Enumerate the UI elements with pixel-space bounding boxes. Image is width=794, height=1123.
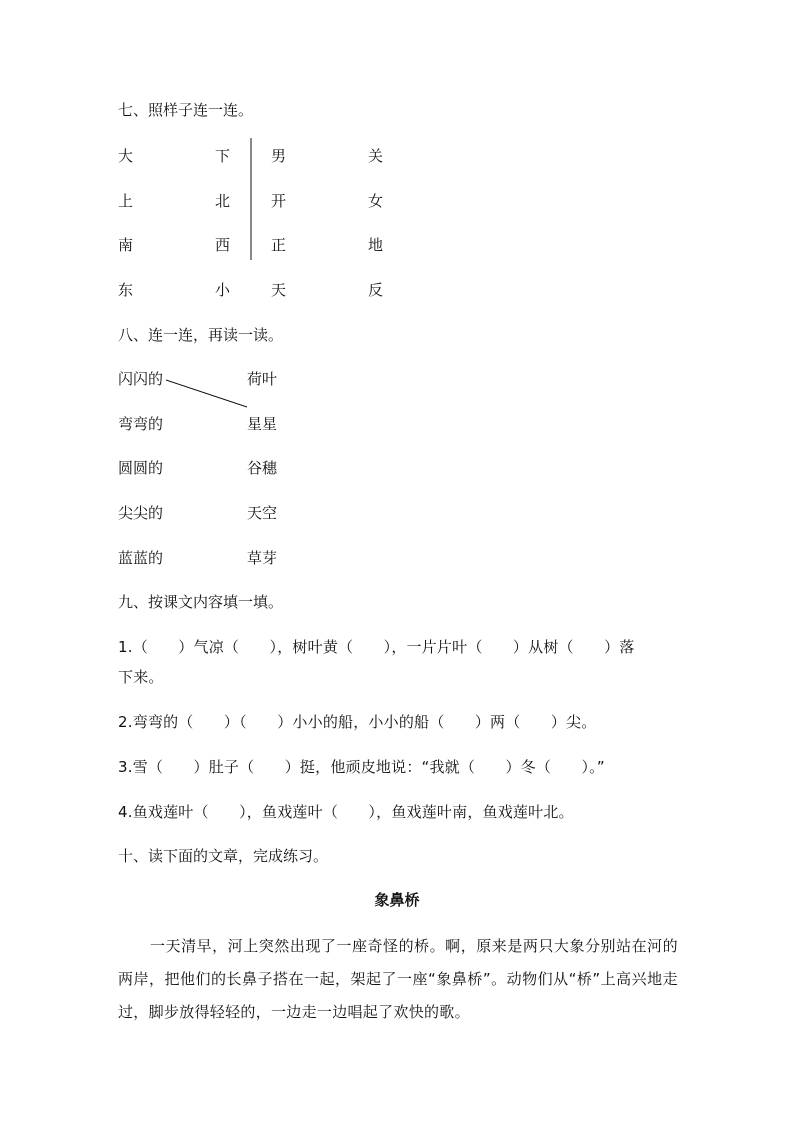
phrase-right: 星星	[247, 415, 278, 433]
match-cell: 反	[368, 281, 384, 299]
phrase-left: 圆圆的	[118, 459, 164, 477]
phrase-right: 荷叶	[247, 370, 278, 388]
fill-question-1: 1.（ ）气凉（ ），树叶黄（ ），一片片叶（ ）从树（ ）落	[118, 638, 635, 656]
match-cell: 天	[271, 281, 287, 299]
phrase-left: 蓝蓝的	[118, 549, 164, 567]
phrase-right: 草芽	[247, 549, 278, 567]
fill-question-3: 3.雪（ ）肚子（ ）挺，他顽皮地说：“我就（ ）冬（ ）。”	[118, 758, 605, 776]
match-cell: 正	[271, 236, 287, 254]
match-cell: 地	[368, 236, 384, 254]
phrase-right: 谷穗	[247, 459, 278, 477]
article-paragraph: 一天清早，河上突然出现了一座奇怪的桥。啊，原来是两只大象分别站在河的两岸，把他们的长鼻子搭在一起，架起了一座“象鼻桥”。动物们从“桥”上高兴地走过，脚步放得轻轻的，一边走一边唱起了欢快的歌。	[118, 937, 678, 1021]
section-8-heading: 八、连一连，再读一读。	[118, 326, 284, 344]
match-cell: 开	[271, 192, 287, 210]
fill-question-2: 2.弯弯的（ ）（ ）小小的船，小小的船（ ）两（ ）尖。	[118, 713, 597, 731]
article-title: 象鼻桥	[374, 891, 420, 909]
phrase-left: 闪闪的	[118, 370, 164, 388]
phrase-left: 尖尖的	[118, 504, 164, 522]
match-cell: 大	[118, 147, 134, 165]
example-connecting-line	[166, 380, 247, 407]
match-cell: 男	[271, 147, 287, 165]
phrase-left: 弯弯的	[118, 415, 164, 433]
section-10-heading: 十、读下面的文章，完成练习。	[118, 847, 329, 865]
match-cell: 南	[118, 236, 134, 254]
match-cell: 关	[368, 147, 384, 165]
match-cell: 西	[215, 236, 231, 254]
section-9-heading: 九、按课文内容填一填。	[118, 593, 284, 611]
match-cell: 上	[118, 192, 134, 210]
fill-question-4: 4.鱼戏莲叶（ ），鱼戏莲叶（ ），鱼戏莲叶南，鱼戏莲叶北。	[118, 803, 574, 821]
fill-question-1-continued: 下来。	[118, 668, 164, 686]
match-cell: 女	[368, 192, 384, 210]
match-cell: 北	[215, 192, 231, 210]
section-7-heading: 七、照样子连一连。	[118, 101, 254, 119]
phrase-right: 天空	[247, 504, 278, 522]
match-cell: 小	[215, 281, 231, 299]
match-cell: 下	[215, 147, 231, 165]
match-cell: 东	[118, 281, 134, 299]
